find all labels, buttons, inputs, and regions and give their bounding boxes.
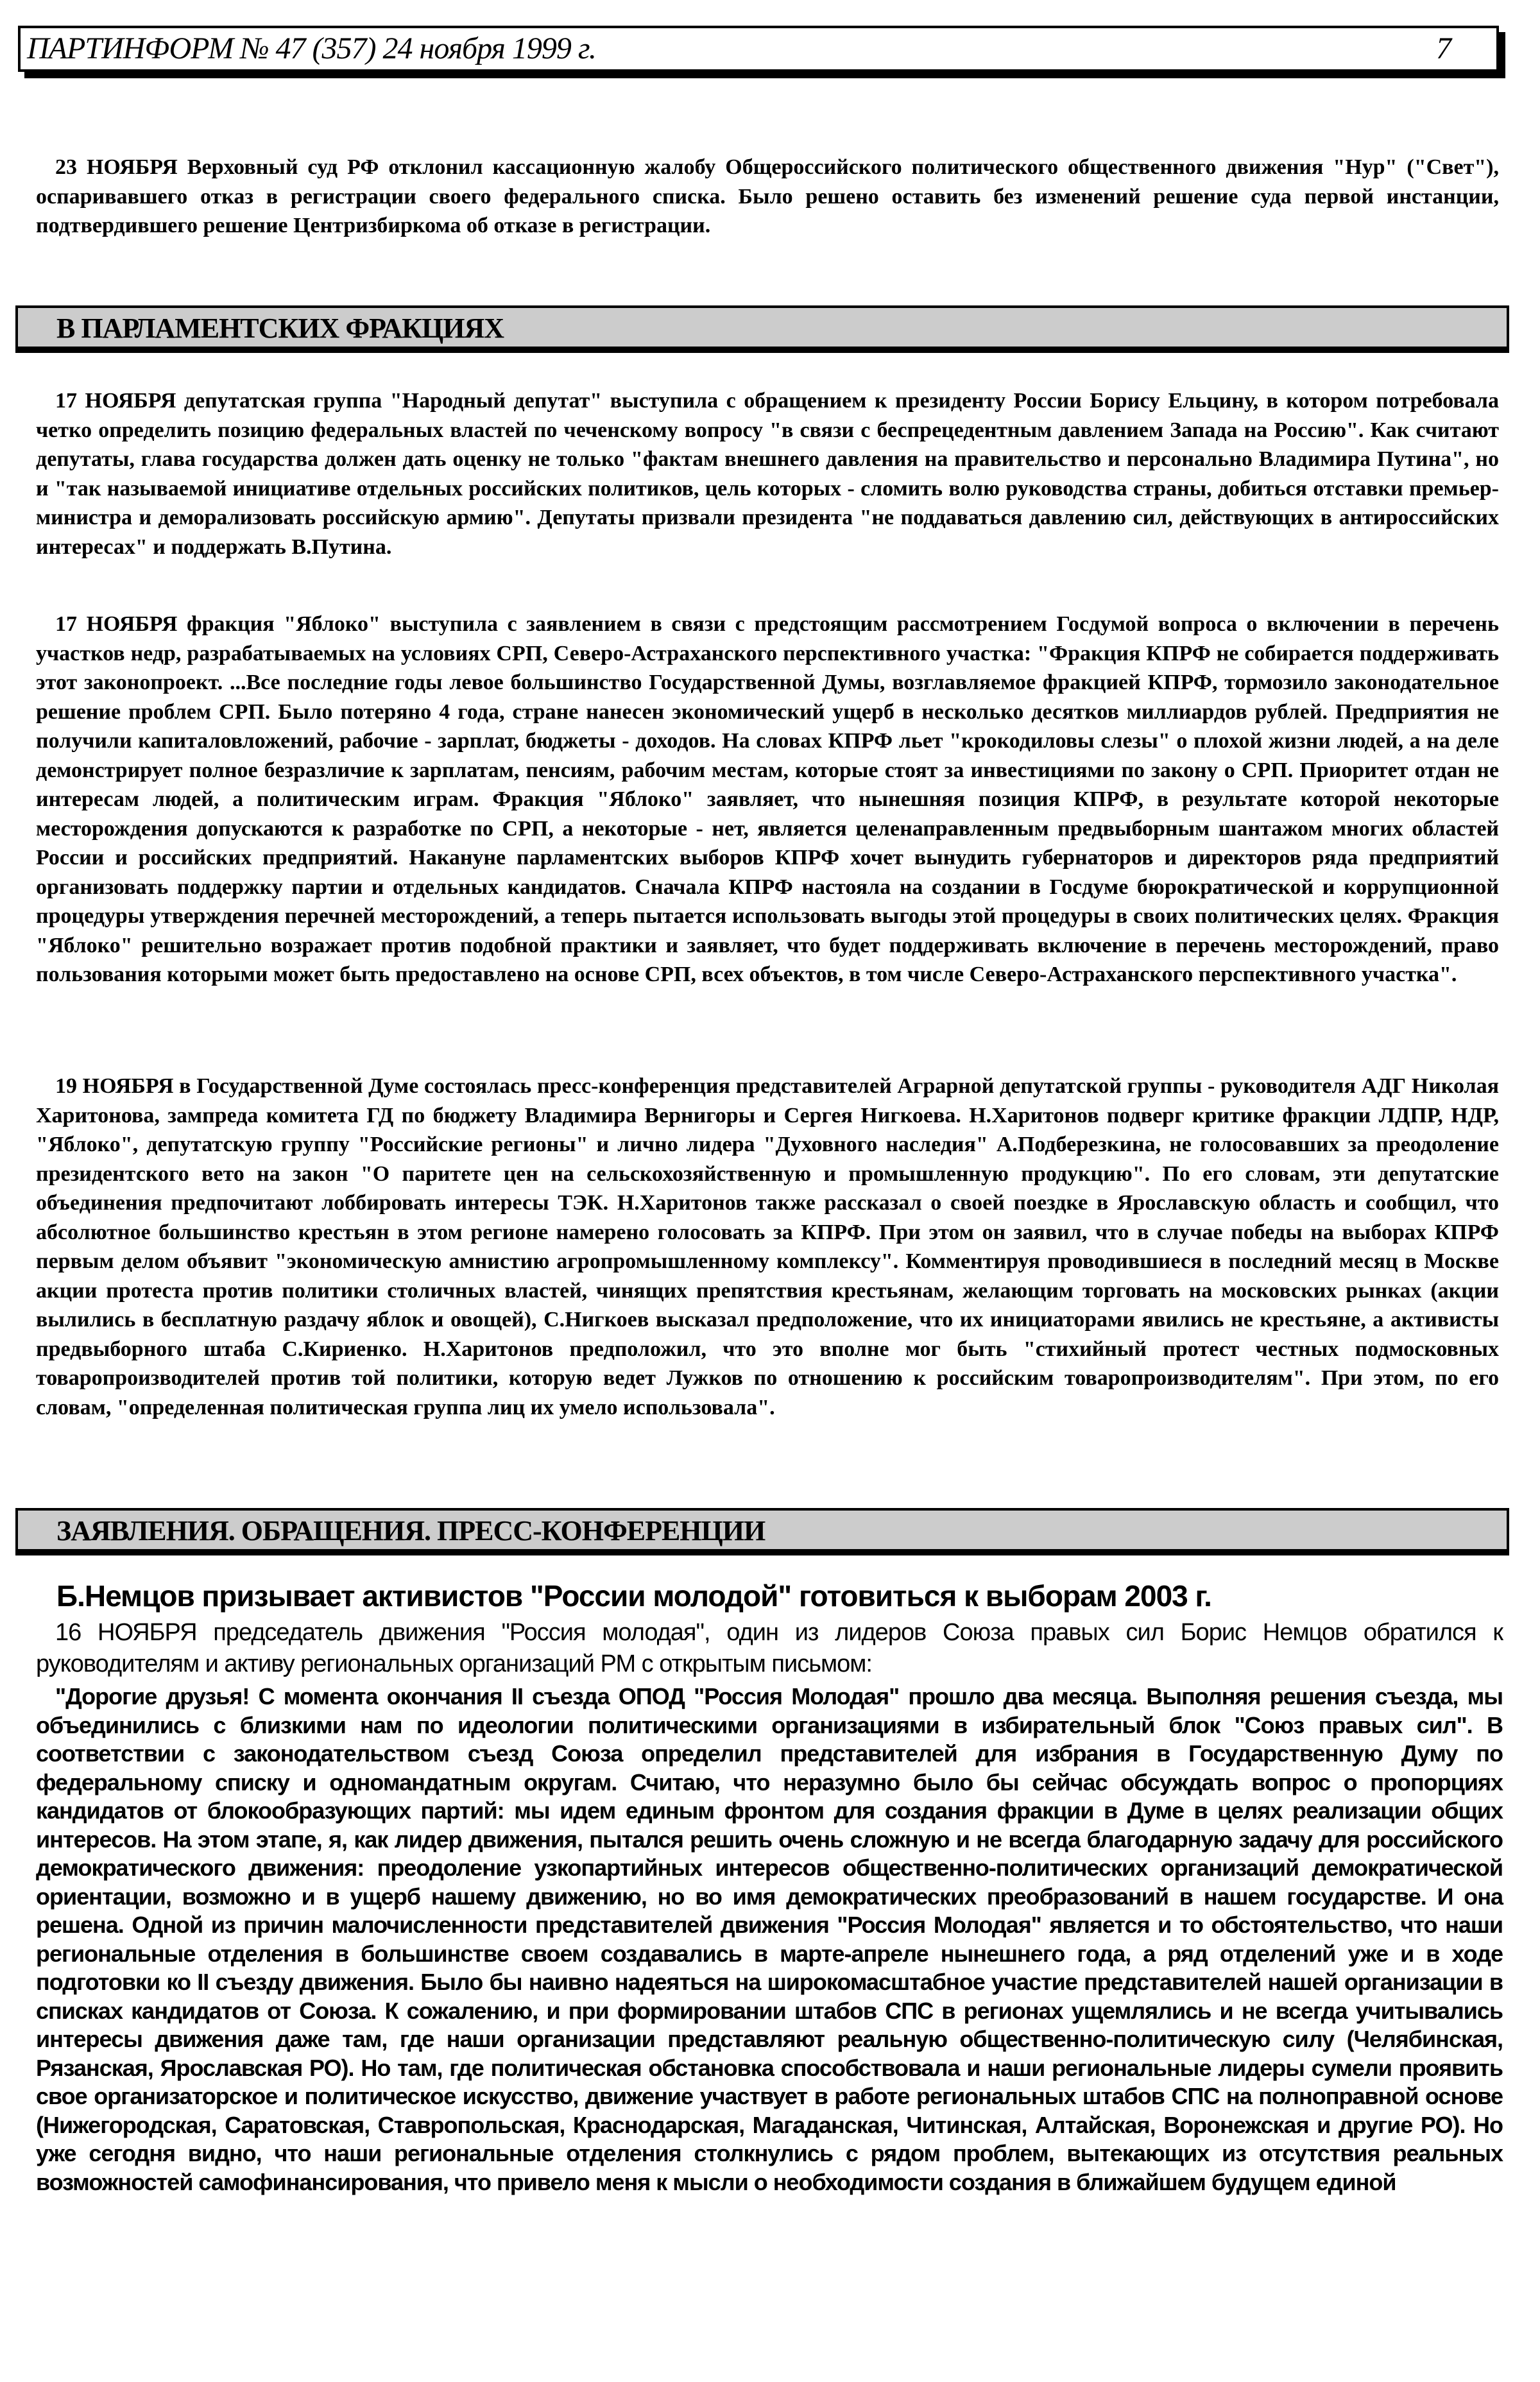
article-paragraph: 19 НОЯБРЯ в Государственной Думе состоялась пресс-конференция представителей Аграрной депутатской группы - руководителя АДГ Николая Харитонова, зампреда комитета ГД по бюджету Владимира Вернигоры и Сергея Нигкоева. Н.Харитонов подверг критике фракции ЛДПР, НДР, "Яблоко", депутатскую группу "Российские регионы" и лично лидера "Духовного наследия" А.Подберезкина, не голосовавших за преодоление президентского вето на закон "О паритете цен на сельскохозяйственную и промышленную продукцию". По его словам, эти депутатские объединения предпочитают лоббировать интересы ТЭК. Н.Харитонов также рассказал о своей поездке в Ярославскую область и сообщил, что абсолютное большинство крестьян в этом регионе намерено голосовать за КПРФ. При этом он заявил, что в случае победы на выборах КПРФ первым делом объявит "экономическую амнистию агропромышленному комплексу". Комментируя проводившиеся в последний месяц в Москве акции протеста против политики столичных властей, чинящих препятствия крестьянам, желающим торговать на московских рынках (акции вылились в бесплатную раздачу яблок и овощей), С.Нигкоев высказал предположение, что их инициаторами явились не крестьяне, а активисты предвыборного штаба С.Кириенко. Н.Харитонов предположил, что это вполне мог быть "стихийный протест честных подмосковных товаропроизводителей против той политики, которую ведет Лужков по отношению к российским товаропроизводителям". При этом, по его словам, "определенная политическая группа лиц их умело использовала".	[36, 1074, 1499, 1419]
open-letter-text: "Дорогие друзья! С момента окончания II съезда ОПОД "Россия Молодая" прошло два месяца. Выполняя решения съезда, мы объединились с близкими нам по идеологии политическими организациями в избирательный блок "Союз правых сил". В соответствии с законодательством съезд Союза определил представителей для избрания в Государственную Думу по федеральному списку и одномандатным округам. Считаю, что неразумно было бы сейчас обсуждать вопрос о пропорциях кандидатов от блокообразующих партий: мы идем единым фронтом для создания фракции в Думе в целях реализации общих интересов. На этом этапе, я, как лидер движения, пытался решить очень сложную и не всегда благодарную задачу для российского демократического движения: преодоление узкопартийных интересов общественно-политических организаций демократической ориентации, возможно и в ущерб нашему движению, но во имя демократических преобразований в нашем государстве. И она решена. Одной из причин малочисленности представителей движения "Россия Молодая" является и то обстоятельство, что наши региональные отделения в большинстве своем создавались в марте-апреле нынешнего года, а ряд отделений уже и в ходе подготовки ко II съезду движения. Было бы наивно надеяться на широкомасштабное участие представителей нашей организации в списках кандидатов от Союза. К сожалению, и при формировании штабов СПС в регионах ущемлялись и не всегда учитывались интересы движения даже там, где наши организации представляют реальную общественно-политическую силу (Челябинская, Рязанская, Ярославская РО). Но там, где политическая обстановка способствовала и наши региональные лидеры сумели проявить свое организаторское и политическое искусство, движение участвует в работе региональных штабов СПС на полноправной основе (Нижегородская, Саратовская, Ставропольская, Краснодарская, Магаданская, Читинская, Алтайская, Воронежская и другие РО). Но уже сегодня видно, что наши региональные отделения столкнулись с рядом проблем, вытекающих из отсутствия реальных возможностей самофинансирования, что привело меня к мысли о необходимости создания в ближайшем будущем единой	[36, 1683, 1503, 2195]
section-title: В ПАРЛАМЕНТСКИХ ФРАКЦИЯХ	[56, 313, 504, 344]
page-header	[18, 26, 1499, 72]
article-lead: 16 НОЯБРЯ председатель движения "Россия молодая", один из лидеров Союза правых сил Борис Немцов обратился к руководителям и активу региональных организаций РМ с открытым письмом:	[36, 1619, 1503, 1677]
article-heading: Б.Немцов призывает активистов "России молодой" готовиться к выборам 2003 г.	[56, 1579, 1211, 1613]
section-title: ЗАЯВЛЕНИЯ. ОБРАЩЕНИЯ. ПРЕСС-КОНФЕРЕНЦИИ	[56, 1515, 766, 1547]
article-paragraph: 17 НОЯБРЯ фракция "Яблоко" выступила с заявлением в связи с предстоящим рассмотрением Госдумой вопроса о включении в перечень участков недр, разрабатываемых на условиях СРП, Северо-Астраханского перспективного участка: "Фракция КПРФ не собирается поддерживать этот законопроект. ...Все последние годы левое большинство Государственной Думы, возглавляемое фракцией КПРФ, тормозило законодательное решение проблем СРП. Было потеряно 4 года, стране нанесен экономический ущерб в несколько десятков миллиардов рублей. Предприятия не получили капиталовложений, рабочие - зарплат, бюджеты - доходов. На словах КПРФ льет "крокодиловы слезы" о плохой жизни людей, а на деле демонстрирует полное безразличие к зарплатам, пенсиям, рабочим местам, которые стоят за инвестициями по закону о СРП. Приоритет отдан не интересам людей, а политическим играм. Фракция "Яблоко" заявляет, что нынешняя позиция КПРФ, в результате которой некоторые месторождения допускаются к разработке по СРП, а некоторые - нет, является целенаправленным предвыборным шантажом многих областей России и российских предприятий. Накануне парламентских выборов КПРФ хочет вынудить губернаторов и директоров ряда предприятий организовать поддержку партии и отдельных кандидатов. Сначала КПРФ настояла на создании в Госдуме бюрократической и коррупционной процедуры утверждения перечней месторождений, а теперь пытается использовать выгоды этой процедуры в своих политических целях. Фракция "Яблоко" решительно возражает против подобной практики и заявляет, что будет поддерживать включение в перечень месторождений, право пользования которыми может быть предоставлено на основе СРП, всех объектов, в том числе Северо-Астраханского перспективного участка".	[36, 612, 1499, 986]
section-header-statements	[15, 1508, 1509, 1552]
section-header-parliamentary-fractions	[15, 305, 1509, 349]
intro-paragraph: 23 НОЯБРЯ Верховный суд РФ отклонил кассационную жалобу Общероссийского политического общественного движения "Нур" ("Свет"), оспаривавшего отказ в регистрации своего федерального списка. Было решено оставить без изменений решение суда первой инстанции, подтвердившего решение Центризбиркома об отказе в регистрации.	[36, 155, 1499, 237]
page-number: 7	[1436, 31, 1451, 65]
publication-title: ПАРТИНФОРМ № 47 (357) 24 ноября 1999 г.	[27, 31, 596, 65]
article-paragraph: 17 НОЯБРЯ депутатская группа "Народный депутат" выступила с обращением к президенту России Борису Ельцину, в котором потребовала четко определить позицию федеральных властей по чеченскому вопросу "в связи с беспрецедентным давлением Запада на Россию". Как считают депутаты, глава государства должен дать оценку не только "фактам внешнего давления на правительство и персонально Владимира Путина", но и "так называемой инициативе отдельных российских политиков, цель которых - сломить волю руководства страны, добиться отставки премьер-министра и деморализовать российскую армию". Депутаты призвали президента "не поддаваться давлению сил, действующих в антироссийских интересах" и поддержать В.Путина.	[36, 389, 1499, 559]
